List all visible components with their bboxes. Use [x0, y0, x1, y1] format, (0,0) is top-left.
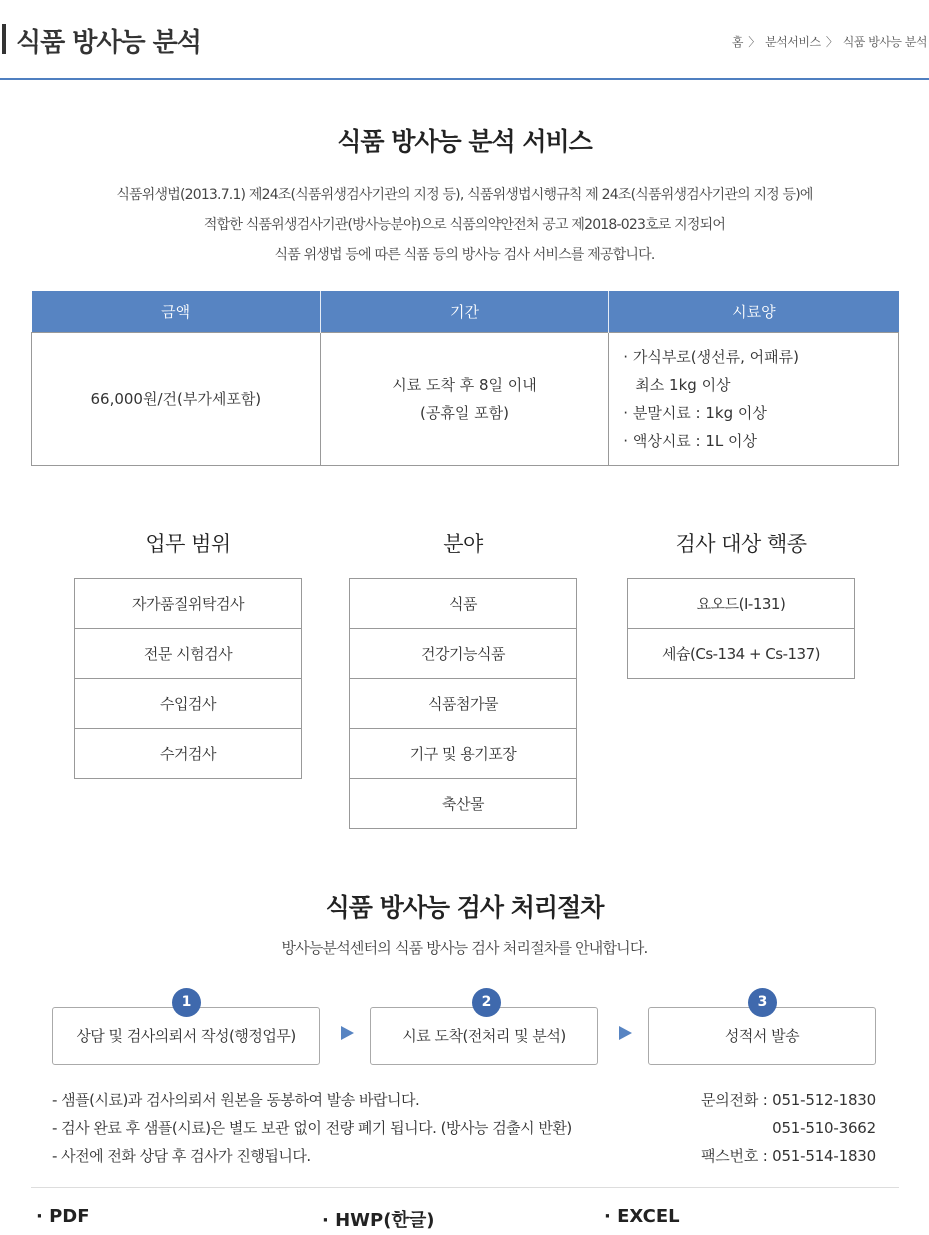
breadcrumb-analysis-service[interactable]: 분석서비스 — [765, 35, 821, 49]
service-info-table — [31, 291, 899, 466]
arrow-right-icon — [341, 1026, 354, 1040]
intro-title: 식품 방사능 분석 서비스 — [337, 127, 592, 156]
field-section — [349, 528, 577, 829]
download-hwp-link[interactable]: · HWP(한글) — [322, 1210, 435, 1231]
breadcrumb-separator: 〉 — [825, 35, 838, 49]
intro-line: 적합한 식품위생검사기관(방사능분야)으로 식품의약안전처 공고 제2018-023호로 지정되어 — [203, 217, 726, 233]
step-number-badge: 3 — [748, 988, 777, 1017]
download-pdf-link[interactable]: · PDF — [36, 1206, 90, 1227]
field-list — [349, 578, 577, 829]
phone-line — [701, 1114, 876, 1142]
notes-list — [52, 1086, 572, 1170]
sample-line: · 분말시료 : 1kg 이상 — [623, 403, 767, 422]
step-number-badge: 1 — [172, 988, 201, 1017]
title-accent-bar — [2, 24, 6, 54]
step-number-badge: 2 — [472, 988, 501, 1017]
field-title: 분야 — [443, 532, 483, 556]
phone-line — [701, 1086, 876, 1114]
phone-number: 051-510-3662 — [772, 1119, 876, 1137]
header-price: 금액 — [32, 291, 321, 332]
header-sample-amount: 시료양 — [609, 291, 899, 332]
fax-label: 팩스번호 : — [700, 1147, 773, 1165]
note-item: - 사전에 전화 상담 후 검사가 진행됩니다. — [52, 1147, 311, 1165]
breadcrumb-home[interactable]: 홈 — [731, 35, 743, 49]
list-item: 요오드(I-131) — [628, 579, 854, 629]
page-title: 식품 방사능 분석 — [16, 28, 201, 58]
list-item: 기구 및 용기포장 — [350, 729, 576, 779]
fax-line — [701, 1142, 876, 1170]
process-step-3: 성적서 발송 — [648, 1007, 876, 1065]
list-item: 축산물 — [350, 779, 576, 829]
fax-number: 051-514-1830 — [772, 1147, 876, 1165]
contact-info — [701, 1086, 876, 1170]
list-item: 건강기능식품 — [350, 629, 576, 679]
note-item: - 샘플(시료)과 검사의뢰서 원본을 동봉하여 발송 바랍니다. — [52, 1091, 420, 1109]
nuclides-title: 검사 대상 핵종 — [675, 532, 807, 556]
page-header — [0, 0, 929, 80]
arrow-right-icon — [619, 1026, 632, 1040]
note-item: - 검사 완료 후 샘플(시료)은 별도 보관 없이 전량 폐기 됩니다. (방사능 검출시 반환) — [52, 1119, 572, 1137]
list-item: 식품 — [350, 579, 576, 629]
process-title: 식품 방사능 검사 처리절차 — [325, 893, 604, 922]
header-period: 기간 — [320, 291, 609, 332]
sample-line: · 액상시료 : 1L 이상 — [623, 431, 758, 450]
list-item: 전문 시험검사 — [75, 629, 301, 679]
process-step-1: 상담 및 검사의뢰서 작성(행정업무) — [52, 1007, 320, 1065]
period-cell — [320, 332, 609, 465]
scope-section — [74, 528, 302, 779]
breadcrumb-separator: 〉 — [748, 35, 760, 49]
nuclides-section — [627, 528, 855, 679]
process-description: 방사능분석센터의 식품 방사능 검사 처리절차를 안내합니다. — [281, 939, 648, 957]
table-row — [32, 332, 899, 465]
list-item: 식품첨가물 — [350, 679, 576, 729]
table-header-row — [32, 291, 899, 332]
list-item: 자가품질위탁검사 — [75, 579, 301, 629]
nuclides-list — [627, 578, 855, 679]
divider — [31, 1187, 899, 1188]
intro-line: 식품위생법(2013.7.1) 제24조(식품위생검사기관의 지정 등), 식품위생법시행규칙 제 24조(식품위생검사기관의 지정 등)에 — [116, 187, 813, 203]
scope-list — [74, 578, 302, 779]
intro-description — [0, 180, 929, 270]
period-line: 시료 도착 후 8일 이내 — [392, 375, 537, 394]
scope-title: 업무 범위 — [145, 532, 231, 556]
intro-line: 식품 위생법 등에 따른 식품 등의 방사능 검사 서비스를 제공합니다. — [274, 247, 655, 263]
download-excel-link[interactable]: · EXCEL — [604, 1206, 680, 1227]
list-item: 수입검사 — [75, 679, 301, 729]
process-step-2: 시료 도착(전처리 및 분석) — [370, 1007, 598, 1065]
list-item: 세슘(Cs-134 + Cs-137) — [628, 629, 854, 679]
list-item: 수거검사 — [75, 729, 301, 779]
sample-line: · 가식부로(생선류, 어패류) — [623, 347, 799, 366]
breadcrumb-current[interactable]: 식품 방사능 분석 — [842, 35, 927, 49]
phone-label: 문의전화 : — [700, 1091, 773, 1109]
price-cell: 66,000원/건(부가세포함) — [32, 332, 321, 465]
period-line: (공휴일 포함) — [420, 403, 509, 422]
sample-line: 최소 1kg 이상 — [635, 375, 731, 394]
breadcrumb — [732, 33, 927, 50]
sample-cell — [609, 332, 899, 465]
phone-number: 051-512-1830 — [772, 1091, 876, 1109]
